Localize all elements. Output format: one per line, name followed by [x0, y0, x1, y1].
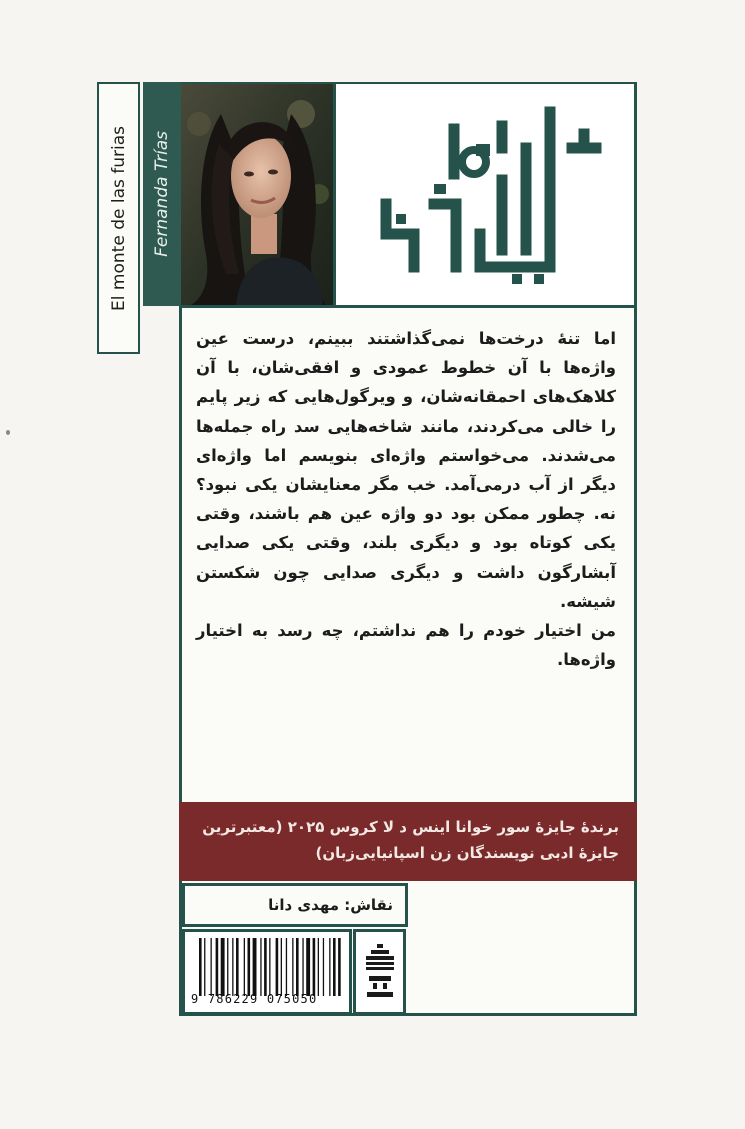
- barcode-bar: [236, 938, 239, 996]
- award-text: برندهٔ جایزهٔ سور خوانا اینس د لا کروس ۲۰۲۵ (معتبرترین جایزهٔ ادبی نویسندگان زن اسپانیایی‌زبان): [202, 818, 619, 862]
- calligraphic-title-logo: [336, 84, 634, 305]
- barcode-bar: [296, 938, 299, 996]
- barcode-bar: [248, 938, 251, 996]
- illustrator-label: نقاش: مهدی دانا: [268, 896, 393, 914]
- award-banner: [179, 802, 637, 881]
- barcode-bar: [204, 938, 205, 996]
- barcode-bar: [232, 938, 233, 996]
- title-logo-box: [333, 84, 634, 305]
- barcode-bar: [260, 938, 261, 996]
- barcode-bar: [313, 938, 316, 996]
- barcode-bar: [318, 938, 319, 996]
- barcode-bar: [244, 938, 245, 996]
- barcode-bar: [286, 938, 287, 996]
- divider: [179, 305, 637, 308]
- barcode-bar: [264, 938, 267, 996]
- publisher-logo-icon: [363, 942, 397, 1002]
- blurb-paragraph: اما تنهٔ درخت‌ها نمی‌گذاشتند ببینم، درست عین واژه‌ها با آن خطوط عمودی و افقی‌شان، با آن کلاهک‌های احمقانه‌شان، و ویرگول‌هایی که زیر پایم را خالی می‌کردند، مانند شاخه‌هایی سد راه جمله‌ها می‌شدند. می‌خواستم واژه‌ای بنویسم اما واژه‌ای دیگر از آب درمی‌آمد. خب مگر معنایشان یکی نبود؟ نه. چطور ممکن بود دو واژه عین هم باشند، وقتی یکی کوتاه بود و دیگری بلند، وقتی یکی صدایی آبشارگون داشت و دیگری صدایی چون شکستن شیشه.: [196, 329, 616, 611]
- barcode-bar: [253, 938, 257, 996]
- illustrator-credit: [182, 883, 408, 927]
- barcode-bar: [211, 938, 212, 996]
- barcode-bar: [329, 938, 330, 996]
- barcode-bar: [306, 938, 310, 996]
- spine-title-box: [97, 82, 140, 354]
- barcode-bar: [292, 938, 293, 996]
- barcode-bar: [199, 938, 202, 996]
- blurb-text: [196, 324, 616, 674]
- author-name: Fernanda Trías: [152, 131, 172, 257]
- barcode-bar: [227, 938, 228, 996]
- barcode-bar: [338, 938, 341, 996]
- barcode-bar: [221, 938, 225, 996]
- author-photo: [181, 84, 333, 305]
- blurb-paragraph: من اختیار خودم را هم نداشتم، چه رسد به اختیار واژه‌ها.: [196, 621, 616, 670]
- spine-title: El monte de las furias: [108, 125, 129, 311]
- barcode-bar: [269, 938, 270, 996]
- dust-speck: [6, 430, 10, 435]
- barcode-bar: [276, 938, 279, 996]
- barcode-bar: [216, 938, 219, 996]
- barcode-box: [182, 929, 352, 1015]
- barcode-bar: [323, 938, 324, 996]
- isbn-number: 9 786229 075050: [191, 992, 318, 1006]
- barcode-bar: [333, 938, 336, 996]
- author-name-strip: [143, 82, 181, 306]
- isbn-barcode: [199, 938, 363, 1000]
- publisher-logo-box: [353, 929, 406, 1015]
- author-portrait-image: [181, 84, 333, 305]
- barcode-bar: [281, 938, 282, 996]
- barcode-bar: [302, 938, 303, 996]
